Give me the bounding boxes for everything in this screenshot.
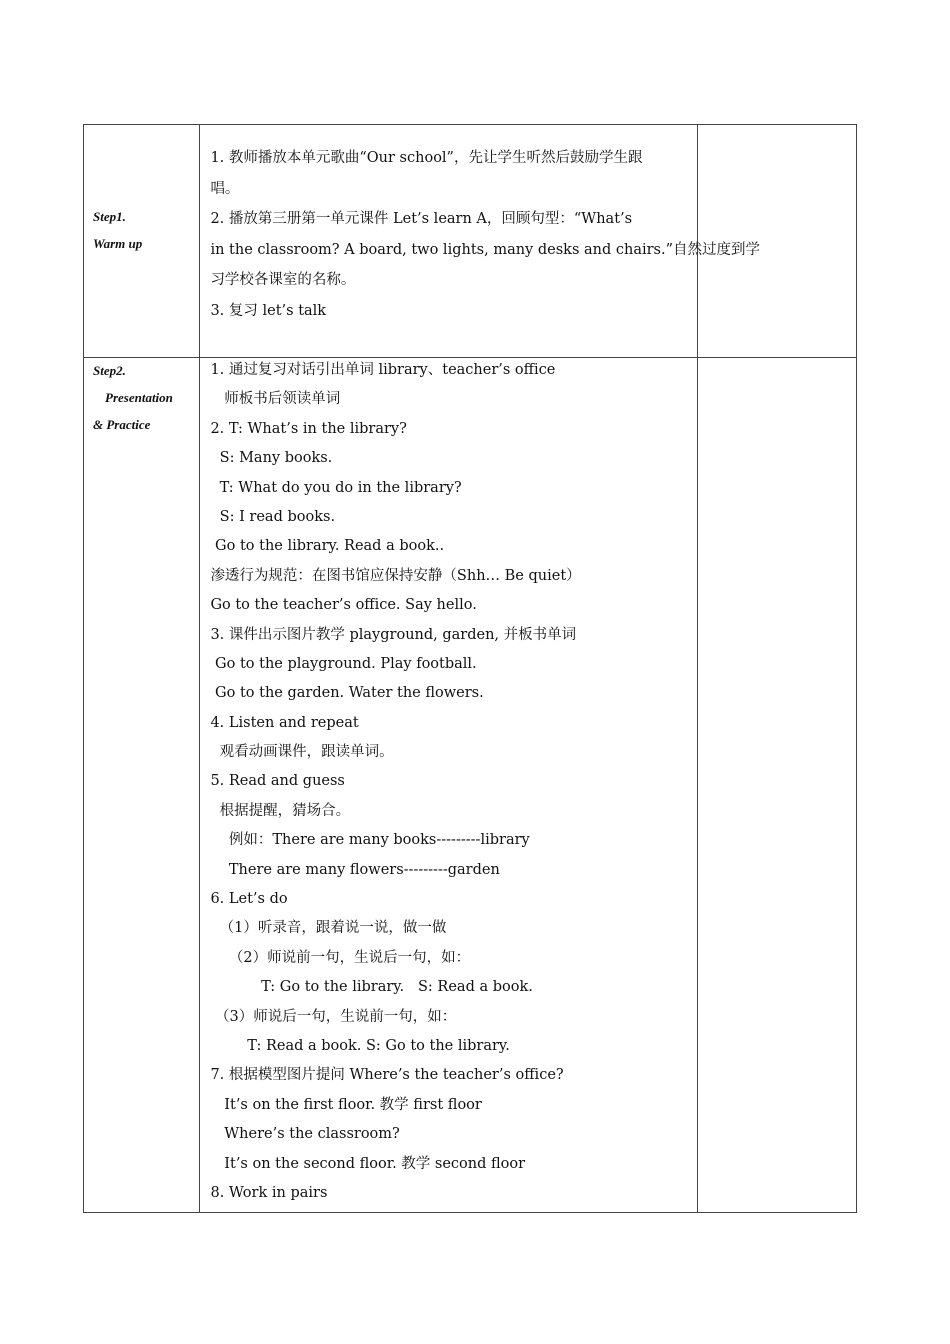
- step2-line: 2. T: What’s in the library?: [210, 420, 407, 437]
- step1-line: 习学校各课室的名称。: [210, 272, 356, 289]
- step2-line: （3）师说后一句，生说前一句，如：: [210, 1008, 457, 1025]
- step1-notes-cell: [698, 125, 857, 358]
- step2-line: 师板书后领读单词: [210, 391, 341, 408]
- step2-line: 6. Let’s do: [210, 891, 288, 908]
- step2-line: 观看动画课件，跟读单词。: [210, 744, 394, 761]
- step2-line: S: I read books.: [210, 508, 336, 525]
- step2-line: T: Read a book. S: Go to the library.: [210, 1037, 510, 1054]
- step1-line: 3. 复习 let’s talk: [210, 302, 327, 319]
- step1-content-cell: [200, 125, 760, 358]
- step1-line: in the classroom? A board, two lights, many desks and chairs.”自然过度到学: [210, 241, 760, 258]
- step2-line: S: Many books.: [210, 450, 333, 467]
- step1-label-cell: [84, 125, 200, 358]
- step2-line: 5. Read and guess: [210, 773, 345, 790]
- step2-line: 根据提醒，猜场合。: [210, 802, 351, 819]
- step2-line: There are many flowers---------garden: [210, 861, 500, 878]
- step2-subtitle-2: & Practice: [93, 417, 151, 432]
- step1-row: [84, 125, 857, 358]
- step2-line: Go to the library. Read a book..: [210, 538, 445, 555]
- step2-line: 7. 根据模型图片提问 Where’s the teacher’s office?: [210, 1067, 564, 1084]
- step2-line: 1. 通过复习对话引出单词 library、teacher’s office: [210, 362, 556, 378]
- step1-title: Step1.: [93, 209, 126, 224]
- step2-line: 渗透行为规范：在图书馆应保持安静（Shh… Be quiet）: [210, 567, 581, 584]
- step2-label-cell: [84, 358, 200, 1213]
- step1-line: 唱。: [210, 180, 240, 197]
- step2-line: It’s on the first floor. 教学 first floor: [210, 1096, 482, 1113]
- step2-subtitle: Presentation: [105, 390, 173, 405]
- step2-content: [200, 356, 697, 1208]
- step2-line: Go to the garden. Water the flowers.: [210, 685, 484, 702]
- step2-line: 例如：There are many books---------library: [210, 832, 530, 849]
- step2-line: T: Go to the library. S: Read a book.: [210, 979, 533, 996]
- lesson-plan-table: [83, 124, 857, 1213]
- step1-subtitle: Warm up: [93, 236, 143, 251]
- step1-content: [200, 125, 760, 327]
- step2-title: Step2.: [93, 363, 126, 378]
- step1-line: 1. 教师播放本单元歌曲“Our school”，先让学生听然后鼓励学生跟: [210, 150, 643, 166]
- step2-line: T: What do you do in the library?: [210, 479, 462, 496]
- step2-line: （1）听录音，跟着说一说，做一做: [210, 920, 447, 937]
- step2-line: Where’s the classroom?: [210, 1126, 400, 1143]
- step2-line: Go to the playground. Play football.: [210, 655, 477, 672]
- step2-line: 8. Work in pairs: [210, 1184, 328, 1201]
- step2-notes-cell: [698, 358, 857, 1213]
- step2-row: [84, 358, 857, 1213]
- step2-line: It’s on the second floor. 教学 second floor: [210, 1155, 526, 1172]
- step2-line: Go to the teacher’s office. Say hello.: [210, 597, 477, 614]
- step2-line: 4. Listen and repeat: [210, 714, 359, 731]
- step2-line: 3. 课件出示图片教学 playground, garden, 并板书单词: [210, 626, 577, 643]
- step1-line: 2. 播放第三册第一单元课件 Let’s learn A，回顾句型：“What’s: [210, 211, 633, 228]
- step2-line: （2）师说前一句，生说后一句，如：: [210, 949, 471, 966]
- step2-content-cell: [200, 358, 698, 1213]
